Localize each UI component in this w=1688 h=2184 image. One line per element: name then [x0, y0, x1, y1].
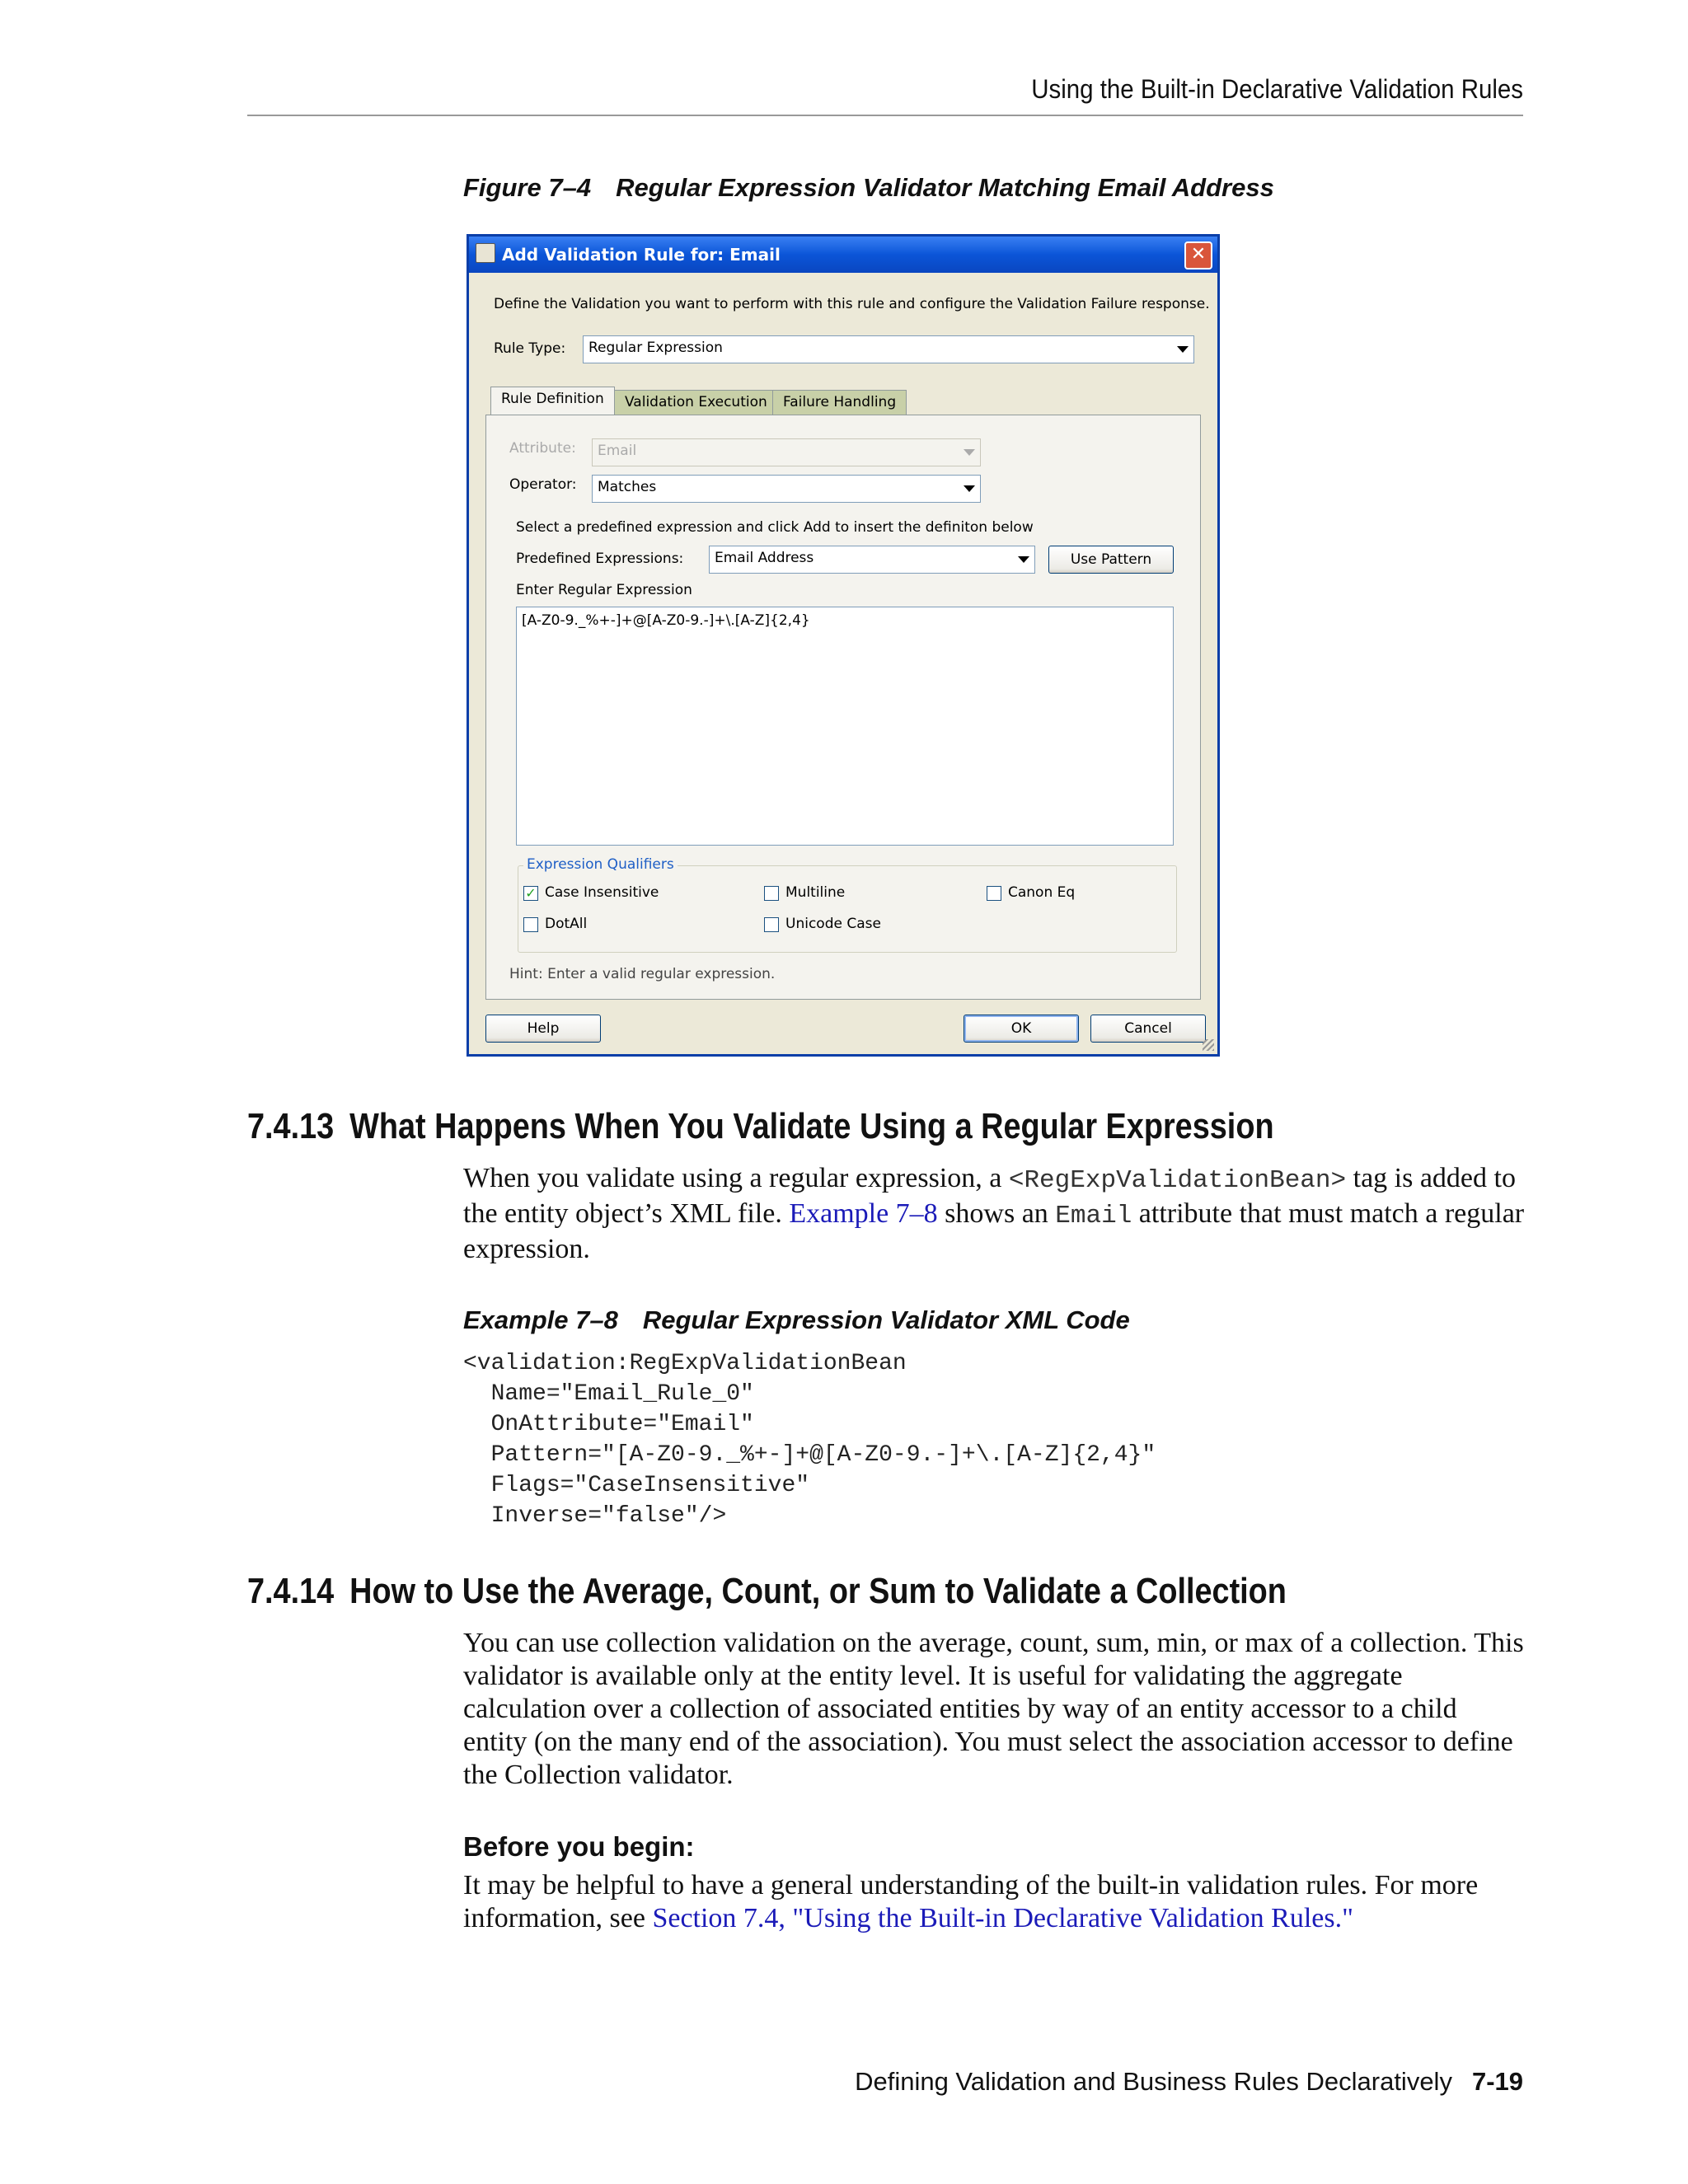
case-insensitive-checkbox[interactable]: ✓ [523, 886, 538, 901]
rule-type-label: Rule Type: [494, 340, 566, 357]
expression-qualifiers-group [518, 856, 1177, 953]
section-heading-7-4-14 [247, 1571, 1287, 1612]
predefined-label: Predefined Expressions: [516, 551, 684, 567]
rule-type-value: Regular Expression [588, 340, 723, 356]
use-pattern-button[interactable]: Use Pattern [1048, 546, 1174, 574]
regex-value: [A-Z0-9._%+-]+@[A-Z0-9.-]+\.[A-Z]{2,4} [522, 612, 810, 629]
rule-definition-panel [485, 415, 1201, 1000]
dialog-description: Define the Validation you want to perform with this rule and configure the Validation Failure response. [494, 296, 1210, 312]
cancel-button[interactable]: Cancel [1090, 1015, 1206, 1043]
chevron-down-icon [964, 449, 975, 456]
figure-caption [463, 173, 1274, 203]
text-run: attribute that must match a regular expression. [463, 1198, 1525, 1264]
regex-textarea[interactable] [516, 607, 1174, 846]
enter-regex-label: Enter Regular Expression [516, 582, 692, 598]
tab-failure-handling[interactable]: Failure Handling [772, 390, 907, 415]
app-icon [476, 243, 495, 263]
hint-text: Hint: Enter a valid regular expression. [509, 966, 776, 982]
predefined-expressions-select[interactable] [709, 546, 1035, 574]
text-run: When you validate using a regular expression, a [463, 1163, 1009, 1193]
example-number: Example 7–8 [463, 1305, 618, 1334]
inline-code: <RegExpValidationBean> [1008, 1166, 1347, 1195]
paragraph-7-4-13 [463, 1162, 1526, 1266]
help-button[interactable]: Help [485, 1015, 601, 1043]
multiline-checkbox[interactable] [764, 886, 779, 901]
section-number: 7.4.13 [247, 1106, 335, 1146]
chevron-down-icon [1177, 346, 1189, 353]
running-header: Using the Built-in Declarative Validation Rules [1031, 74, 1523, 104]
page-number: 7-19 [1471, 2067, 1523, 2096]
before-you-begin-heading: Before you begin: [463, 1831, 695, 1862]
chevron-down-icon [1018, 556, 1029, 563]
validation-rule-dialog [467, 234, 1220, 1057]
example-title: Regular Expression Validator XML Code [642, 1305, 1130, 1334]
section-title: How to Use the Average, Count, or Sum to Validate a Collection [349, 1571, 1287, 1611]
section-number: 7.4.14 [247, 1571, 335, 1611]
text-run: shows an [937, 1198, 1056, 1229]
ok-button[interactable]: OK [964, 1015, 1079, 1043]
xml-code-block: <validation:RegExpValidationBean Name="Email_Rule_0" OnAttribute="Email" Pattern="[A-Z0-9._%+-]+@[A-Z0-9.-]+\.[A-Z]{2,4}" Flags="CaseInsensitive" Inverse="false"/> [463, 1351, 1156, 1529]
close-icon[interactable]: ✕ [1184, 241, 1212, 269]
tab-validation-execution[interactable]: Validation Execution [614, 390, 778, 415]
dotall-label: DotAll [545, 916, 588, 932]
operator-label: Operator: [509, 476, 577, 493]
dialog-title: Add Validation Rule for: Email [502, 245, 781, 265]
example-link[interactable]: Example 7–8 [789, 1198, 938, 1229]
attribute-label: Attribute: [509, 440, 576, 457]
section-title: What Happens When You Validate Using a Regular Expression [349, 1106, 1274, 1146]
chevron-down-icon [964, 485, 975, 492]
figure-title: Regular Expression Validator Matching Email Address [616, 173, 1274, 202]
predefined-value: Email Address [715, 550, 814, 566]
text-run: It may be helpful to have a general understanding of the built-in validation rules. For more information, see [463, 1870, 1479, 1933]
inline-code: Email [1055, 1202, 1132, 1230]
canon-eq-checkbox[interactable] [987, 886, 1001, 901]
attribute-value: Email [598, 443, 637, 459]
unicode-case-label: Unicode Case [785, 916, 881, 932]
tab-rule-definition[interactable]: Rule Definition [490, 387, 615, 416]
dialog-titlebar [469, 237, 1217, 273]
canon-eq-label: Canon Eq [1008, 884, 1076, 901]
paragraph-before-you-begin [463, 1869, 1526, 1935]
qualifiers-legend: Expression Qualifiers [523, 856, 678, 873]
case-insensitive-label: Case Insensitive [545, 884, 659, 901]
header-rule [247, 115, 1523, 116]
figure-number: Figure 7–4 [463, 173, 592, 202]
multiline-label: Multiline [785, 884, 846, 901]
footer-title: Defining Validation and Business Rules Declaratively [855, 2067, 1452, 2096]
unicode-case-checkbox[interactable] [764, 917, 779, 932]
resize-grip-icon[interactable] [1203, 1039, 1214, 1051]
attribute-select[interactable] [592, 438, 981, 466]
example-caption [463, 1305, 1130, 1335]
section-heading-7-4-13 [247, 1106, 1274, 1147]
rule-type-select[interactable] [583, 335, 1194, 363]
paragraph-7-4-14: You can use collection validation on the average, count, sum, min, or max of a collection. This validator is available only at the entity level. It is useful for validating the aggregate calculation over a collection of associated entities by way of an entity accessor to a child entity (on the many end of the association). You must select the association accessor to define the Collection validator. [463, 1628, 1524, 1790]
dotall-checkbox[interactable] [523, 917, 538, 932]
section-link[interactable]: Section 7.4, "Using the Built-in Declarative Validation Rules." [652, 1903, 1353, 1933]
operator-select[interactable] [592, 475, 981, 503]
operator-value: Matches [598, 479, 657, 495]
predefined-instruction: Select a predefined expression and click Add to insert the definiton below [516, 519, 1034, 536]
page-footer [247, 2067, 1523, 2097]
text-run: tag is added to the entity object’s XML file. [463, 1163, 1516, 1229]
